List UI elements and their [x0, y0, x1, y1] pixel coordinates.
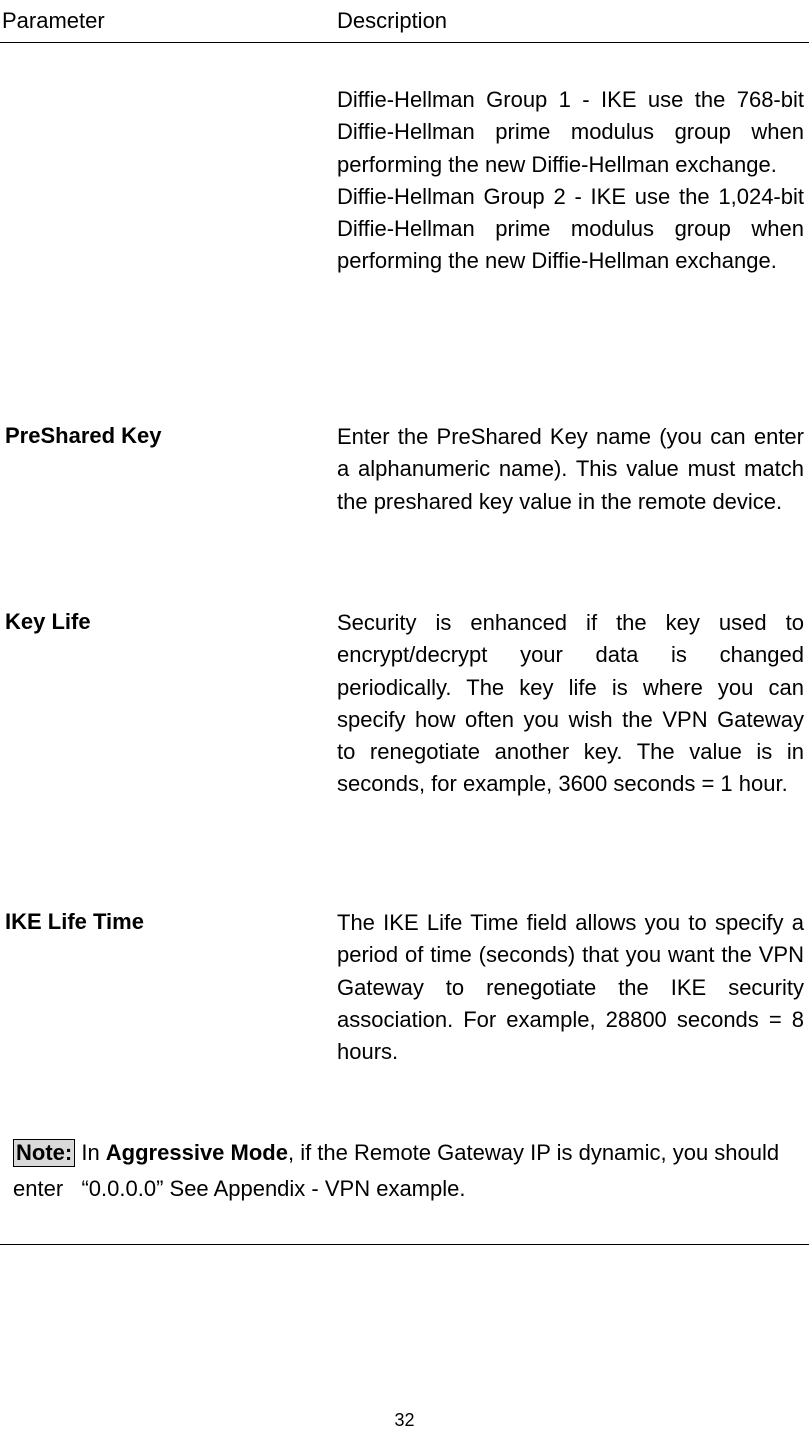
description-paragraph: Enter the PreShared Key name (you can enter a alphanumeric name). This value must match the preshared key value in the remote device.: [337, 424, 804, 514]
description-paragraph: The IKE Life Time field allows you to specify a period of time (seconds) that you want the VPN Gateway to renegotiate the IKE security association. For example, 28800 seconds = 8 hours.: [337, 910, 804, 1065]
parameter-name: Key Life: [5, 609, 91, 634]
parameter-description: [337, 421, 804, 518]
note-emphasis: Aggressive Mode: [105, 1140, 288, 1165]
parameter-description: [337, 907, 804, 1068]
note-label: Note:: [13, 1139, 75, 1167]
bottom-divider: [0, 1244, 809, 1245]
description-paragraph: Security is enhanced if the key used to encrypt/decrypt your data is changed periodically. The key life is where you can specify how often you wish the VPN Gateway to renegotiate another key. The value is in seconds, for example, 3600 seconds = 1 hour.: [337, 610, 804, 797]
note-text: In: [75, 1140, 106, 1165]
parameter-column-header: Parameter: [2, 8, 105, 33]
page-number: 32: [394, 1410, 415, 1430]
parameter-description: [337, 607, 804, 801]
note: [13, 1135, 805, 1207]
parameter-name: IKE Life Time: [5, 909, 144, 934]
description-paragraph: Diffie-Hellman Group 1 - IKE use the 768-bit Diffie-Hellman prime modulus group when performing the new Diffie-Hellman exchange.: [337, 87, 804, 177]
note-text: , if the Remote Gateway IP is dynamic, you should enter “0.0.0.0” See Appendix - VPN example.: [13, 1140, 780, 1201]
description-paragraph: Diffie-Hellman Group 2 - IKE use the 1,024-bit Diffie-Hellman prime modulus group when performing the new Diffie-Hellman exchange.: [337, 183, 804, 274]
table-header: [0, 8, 809, 43]
parameter-name: PreShared Key: [5, 423, 162, 448]
parameter-description: [337, 84, 804, 278]
description-column-header: Description: [337, 8, 448, 33]
